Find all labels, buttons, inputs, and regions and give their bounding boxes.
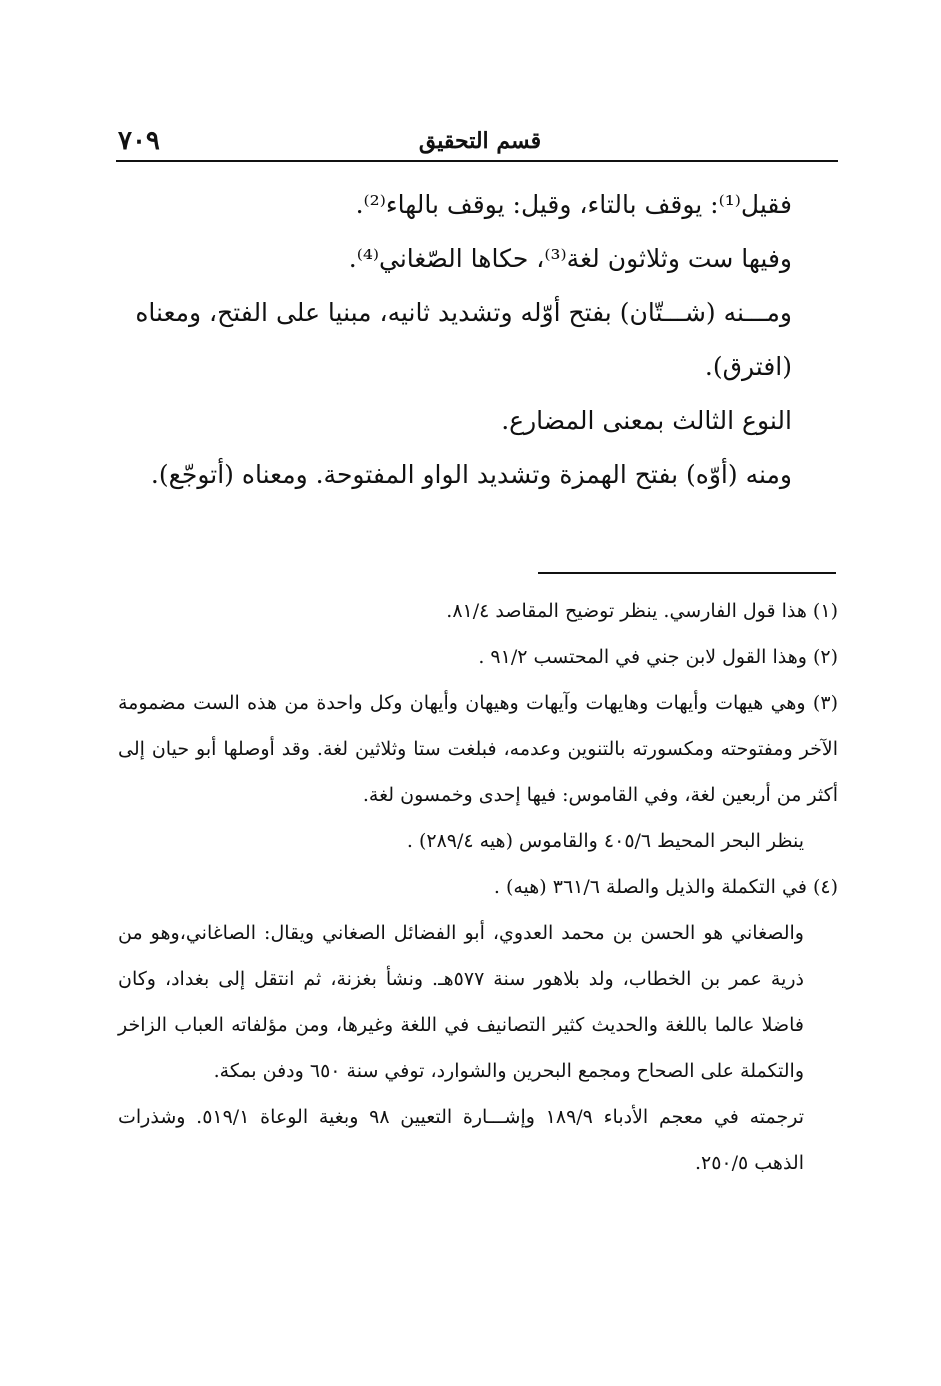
footnote-2: (٢) وهذا القول لابن جني في المحتسب ٩١/٢ . [478, 646, 838, 668]
paragraph-4: النوع الثالث بمعنى المضارع. [501, 406, 792, 435]
paragraph-1: فقيل⁽¹⁾: يوقف بالتاء، وقيل: يوقف بالهاء⁽²⁾. [355, 190, 792, 219]
footnotes [118, 588, 838, 1186]
paragraph-5: ومنه (أوّه) بفتح الهمزة وتشديد الواو المفتوحة. ومعناه (أتوجّع). [150, 460, 792, 489]
footnote-3: (٣) وهي هيهات وأيهات وهايهات وآيهات وهيهان وأيهان وكل واحدة من هذه الست مضمومة الآخر ومفتوحته ومكسورته بالتنوين وعدمه، فبلغت ستا وثلاثين لغة. وقد أوصلها أبو حيان إلى أكثر من أربعين لغة، وفي القاموس: فيها إحدى وخمسون لغة. [118, 692, 838, 806]
page-number: ٧٠٩ [118, 126, 160, 156]
running-header-title: قسم التحقيق [418, 128, 542, 154]
footnote-3-source: ينظر البحر المحيط ٤٠٥/٦ والقاموس (هيه ٢٨٩/٤) . [406, 830, 804, 852]
paragraph-2: وفيها ست وثلاثون لغة⁽³⁾، حكاها الصّغاني⁽⁴⁾. [348, 244, 792, 273]
footnote-4-biography: والصغاني هو الحسن بن محمد العدوي، أبو الفضائل الصغاني ويقال: الصاغاني،وهو من ذرية عمر بن الخطاب، ولد بلاهور سنة ٥٧٧هـ. ونشأ بغزنة، ثم انتقل إلى بغداد، وكان فاضلا عالما باللغة والحديث كثير التصانيف في اللغة وغيرها، ومن مؤلفاته العباب الزاخر والتكملة على الصحاح ومجمع البحرين والشوارد، توفي سنة ٦٥٠ ودفن بمكة. [118, 922, 804, 1082]
footnote-1: (١) هذا قول الفارسي. ينظر توضيح المقاصد ٨١/٤. [446, 600, 838, 622]
footnote-4-references: ترجمته في معجم الأدباء ١٨٩/٩ وإشـــارة التعيين ٩٨ وبغية الوعاة ٥١٩/١. وشذرات الذهب ٢٥٠/٥. [118, 1106, 804, 1174]
header-rule [116, 160, 838, 162]
paragraph-3: ومـــنه (شـــتّان) بفتح أوّله وتشديد ثانيه، مبنيا على الفتح، ومعناه (افترق). [135, 298, 792, 381]
main-text [118, 178, 838, 502]
footnote-4: (٤) في التكملة والذيل والصلة ٣٦١/٦ (هيه) . [493, 876, 838, 898]
footnote-separator [538, 572, 836, 574]
